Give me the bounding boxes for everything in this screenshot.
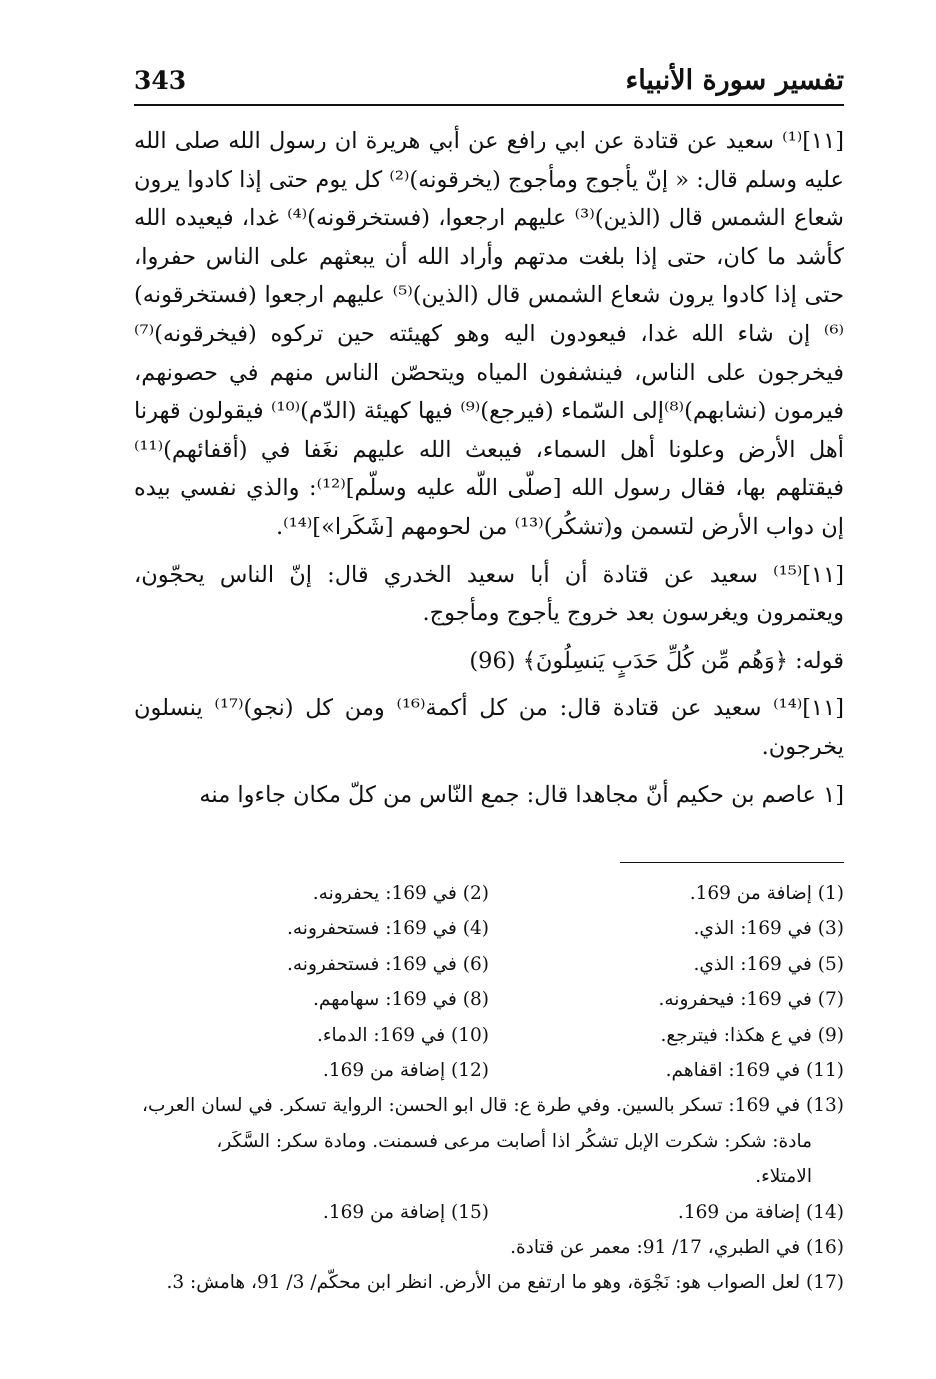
main-text [134, 122, 844, 823]
footnote: (9) في ع هكذا: فيترجع. [660, 1024, 844, 1046]
quran-verse-96: قوله: ﴿وَهُم مِّن كُلِّ حَدَبٍ يَنسِلُونَ﴾ (96) [469, 647, 844, 674]
footnote-row [134, 876, 844, 911]
footnote: (4) في 169: فستحفرونه. [287, 918, 489, 940]
page-number: 343 [134, 66, 187, 95]
footnote: (8) في 169: سهامهم. [313, 989, 489, 1011]
footnote-row [134, 947, 844, 982]
footnote-row [134, 1018, 844, 1053]
footnote-13-continuation: الامتلاء. [755, 1166, 812, 1188]
footnote-13-line [134, 1159, 844, 1194]
footnote-row [134, 911, 844, 946]
paragraph-mujahid: [١ عاصم بن حكيم أنّ مجاهدا قال: جمع النّاس من كلّ مكان جاءوا منه [199, 781, 844, 808]
footnote-row [134, 1230, 844, 1265]
footnote-row [134, 1053, 844, 1088]
footnote-row [134, 1265, 844, 1300]
footnote: (2) في 169: يحفرونه. [312, 883, 489, 904]
running-title: تفسير سورة الأنبياء [625, 65, 844, 96]
footnote-13-continuation: مادة: شكر: شكرت الإبل تشكُر اذا أصابت مرعى فسمنت. ومادة سكر: السَّكَر، [216, 1130, 812, 1152]
footnote: (12) إضافة من 169. [322, 1059, 489, 1081]
footnote: (10) في 169: الدماء. [316, 1024, 489, 1046]
paragraph-qatada: [١١]⁽¹⁴⁾ سعيد عن قتادة قال: من كل أكمة⁽¹⁶⁾ ومن كل (نجو)⁽¹⁷⁾ ينسلون يخرجون. [134, 695, 844, 760]
footnote: (1) إضافة من 169. [689, 883, 844, 904]
paragraph-abu-said: [١١]⁽¹⁵⁾ سعيد عن قتادة أن أبا سعيد الخدري قال: إنّ الناس يحجّون، ويعتمرون ويغرسون بعد خروج يأجوج ومأجوج. [134, 561, 844, 627]
footnote-13-line [134, 1088, 844, 1123]
footnote: (6) في 169: فستحفرونه. [287, 953, 489, 975]
footnote-16: (16) في الطبري، 17/ 91: معمر عن قتادة. [510, 1236, 844, 1258]
footnote-17: (17) لعل الصواب هو: نَجْوَة، وهو ما ارتفع من الأرض. انظر ابن محكّم/ 3/ 91، هامش: 3. [166, 1272, 844, 1294]
footnotes [134, 876, 844, 1301]
footnote-13-line [134, 1124, 844, 1159]
paragraph-hadith-abu-hurayra: [١١]⁽¹⁾ سعيد عن قتادة عن ابي رافع عن أبي هريرة ان رسول الله صلى الله عليه وسلم قال: « إنّ يأجوج ومأجوج (يخرقونه)⁽²⁾ كل يوم حتى إذا كادوا يرون شعاع الشمس قال (الذين)⁽³⁾ عليهم ارجعوا، (فستخرقونه)⁽⁴⁾ غدا، فيعيده الله كأشد ما كان، حتى إذا بلغت مدتهم وأراد الله أن يبعثهم على الناس حفروا، حتى إذا كادوا يرون شعاع الشمس قال (الذين)⁽⁵⁾ عليهم ارجعوا (فستخرقونه)⁽⁶⁾ إن شاء الله غدا، فيعودون اليه وهو كهيئته حين تركوه (فيخرقونه)⁽⁷⁾ فيخرجون على الناس، فينشفون المياه ويتحصّن الناس منهم في حصونهم، فيرمون (نشابهم)⁽⁸⁾إلى السّماء (فيرجع)⁽⁹⁾ فيها كهيئة (الدّم)⁽¹⁰⁾ فيقولون قهرنا أهل الأرض وعلونا أهل السماء، فيبعث الله عليهم نغَفا في (أقفائهم)⁽¹¹⁾ فيقتلهم بها، فقال رسول الله [صلّى اللّه عليه وسلّم]⁽¹²⁾: والذي نفسي بيده إن دواب الأرض لتسمن و(تشكُر)⁽¹³⁾ من لحومهم [شَكَرا»]⁽¹⁴⁾. [134, 128, 845, 540]
header-rule [134, 104, 844, 106]
footnote: (7) في 169: فيحفرونه. [658, 989, 844, 1011]
footnote: (14) إضافة من 169. [677, 1201, 844, 1223]
footnote-row [134, 1195, 844, 1230]
footnote: (3) في 169: الذي. [693, 918, 844, 940]
running-header [134, 62, 844, 102]
footnote: (11) في 169: اقفاهم. [665, 1059, 844, 1081]
footnote-row [134, 982, 844, 1017]
footnote: (15) إضافة من 169. [322, 1201, 489, 1223]
footnote: (5) في 169: الذي. [693, 953, 844, 975]
footnote-13: (13) في 169: تسكر بالسين. وفي طرة ع: قال ابو الحسن: الرواية تسكر. في لسان العرب، [142, 1095, 844, 1117]
footnote-rule [620, 862, 844, 863]
